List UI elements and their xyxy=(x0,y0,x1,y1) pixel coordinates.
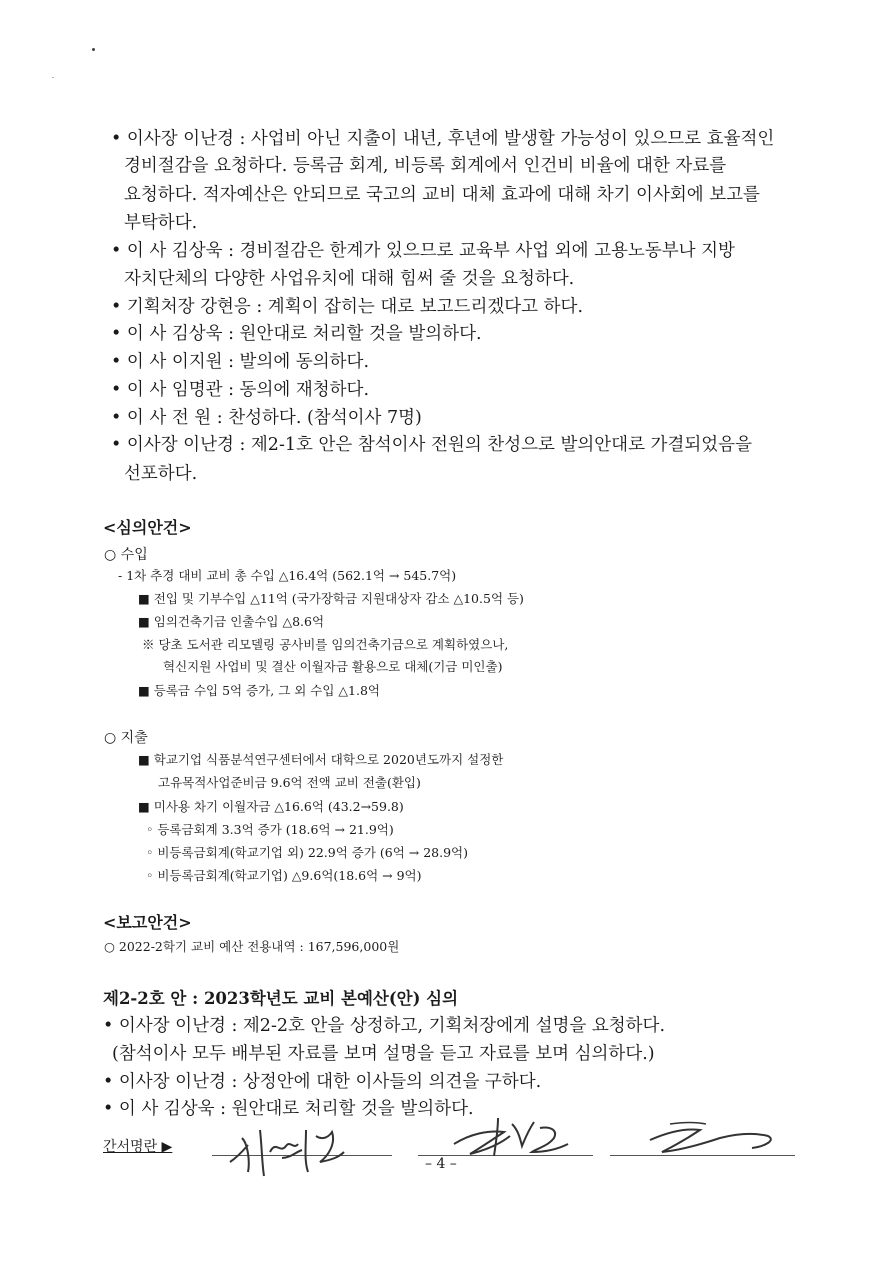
minutes-line: 자치단체의 다양한 사업유치에 대해 힘써 줄 것을 요청하다. xyxy=(124,269,575,289)
revenue-item: ■ 임의건축기금 인출수입 △8.6억 xyxy=(138,614,325,629)
agenda-line: • 이 사 김상욱 : 원안대로 처리할 것을 발의하다. xyxy=(103,1099,474,1119)
expense-item: ■ 미사용 차기 이월자금 △16.6억 (43.2→59.8) xyxy=(138,799,404,814)
minutes-line: • 이 사 이지원 : 발의에 동의하다. xyxy=(111,352,370,372)
agenda-title: 제2-2호 안 : 2023학년도 교비 본예산(안) 심의 xyxy=(103,989,459,1008)
expense-title: ○ 지출 xyxy=(104,730,148,746)
minutes-line: • 이 사 김상욱 : 경비절감은 한계가 있으므로 교육부 사업 외에 고용노동부나 지방 xyxy=(111,241,735,261)
report-item: ○ 2022-2학기 교비 예산 전용내역 : 167,596,000원 xyxy=(104,939,400,954)
handwritten-signature xyxy=(440,1100,590,1170)
signature-row xyxy=(0,1100,893,1190)
minutes-line: 부탁하다. xyxy=(124,213,198,233)
agenda-line: • 이사장 이난경 : 상정안에 대한 이사들의 의견을 구하다. xyxy=(103,1072,542,1092)
report-heading: <보고안건> xyxy=(103,913,192,932)
deliberation-heading: <심의안건> xyxy=(103,518,192,537)
expense-item: ◦ 비등록금회계(학교기업 외) 22.9억 증가 (6억 → 28.9억) xyxy=(146,845,468,860)
handwritten-signature xyxy=(220,1110,370,1180)
revenue-item: ■ 전입 및 기부수입 △11억 (국가장학금 지원대상자 감소 △10.5억 등) xyxy=(138,591,524,606)
minutes-line: • 이 사 김상욱 : 원안대로 처리할 것을 발의하다. xyxy=(111,324,482,344)
signature-label: 간서명란 ▶ xyxy=(103,1139,173,1155)
minutes-line: • 기획처장 강현응 : 계획이 잡히는 대로 보고드리겠다고 하다. xyxy=(111,297,584,317)
minutes-line: • 이 사 임명관 : 동의에 재청하다. xyxy=(111,380,370,400)
expense-item: ■ 학교기업 식품분석연구센터에서 대학으로 2020년도까지 설정한 xyxy=(138,752,504,767)
minutes-line: 선포하다. xyxy=(124,464,198,484)
revenue-title: ○ 수입 xyxy=(104,547,148,563)
minutes-line: • 이사장 이난경 : 사업비 아닌 지출이 내년, 후년에 발생할 가능성이 있으므로 효율적인 xyxy=(111,129,775,149)
scan-speck xyxy=(92,48,95,51)
agenda-line: • 이사장 이난경 : 제2-2호 안을 상정하고, 기획처장에게 설명을 요청하다. xyxy=(103,1016,666,1036)
agenda-line: (참석이사 모두 배부된 자료를 보며 설명을 듣고 자료를 보며 심의하다.) xyxy=(112,1044,655,1064)
expense-item: 고유목적사업준비금 9.6억 전액 교비 전출(환입) xyxy=(158,775,421,790)
scan-speck xyxy=(52,77,54,78)
minutes-line: • 이사장 이난경 : 제2-1호 안은 참석이사 전원의 찬성으로 발의안대로 가결되었음을 xyxy=(111,435,752,455)
handwritten-signature xyxy=(640,1110,790,1170)
expense-item: ◦ 등록금회계 3.3억 증가 (18.6억 → 21.9억) xyxy=(146,822,394,837)
expense-item: ◦ 비등록금회계(학교기업) △9.6억(18.6억 → 9억) xyxy=(146,868,422,883)
page-number: – 4 – xyxy=(425,1156,457,1172)
revenue-item: ※ 당초 도서관 리모델링 공사비를 임의건축기금으로 계획하였으나, xyxy=(142,637,509,652)
revenue-item: ■ 등록금 수입 5억 증가, 그 외 수입 △1.8억 xyxy=(138,683,380,698)
revenue-item: 혁신지원 사업비 및 결산 이월자금 활용으로 대체(기금 미인출) xyxy=(163,659,503,674)
minutes-line: 요청하다. 적자예산은 안되므로 국고의 교비 대체 효과에 대해 차기 이사회에 보고를 xyxy=(124,185,760,205)
revenue-item: - 1차 추경 대비 교비 총 수입 △16.4억 (562.1억 → 545.7억) xyxy=(118,568,457,583)
minutes-line: • 이 사 전 원 : 찬성하다. (참석이사 7명) xyxy=(111,408,422,428)
minutes-line: 경비절감을 요청하다. 등록금 회계, 비등록 회계에서 인건비 비율에 대한 자료를 xyxy=(124,156,727,176)
